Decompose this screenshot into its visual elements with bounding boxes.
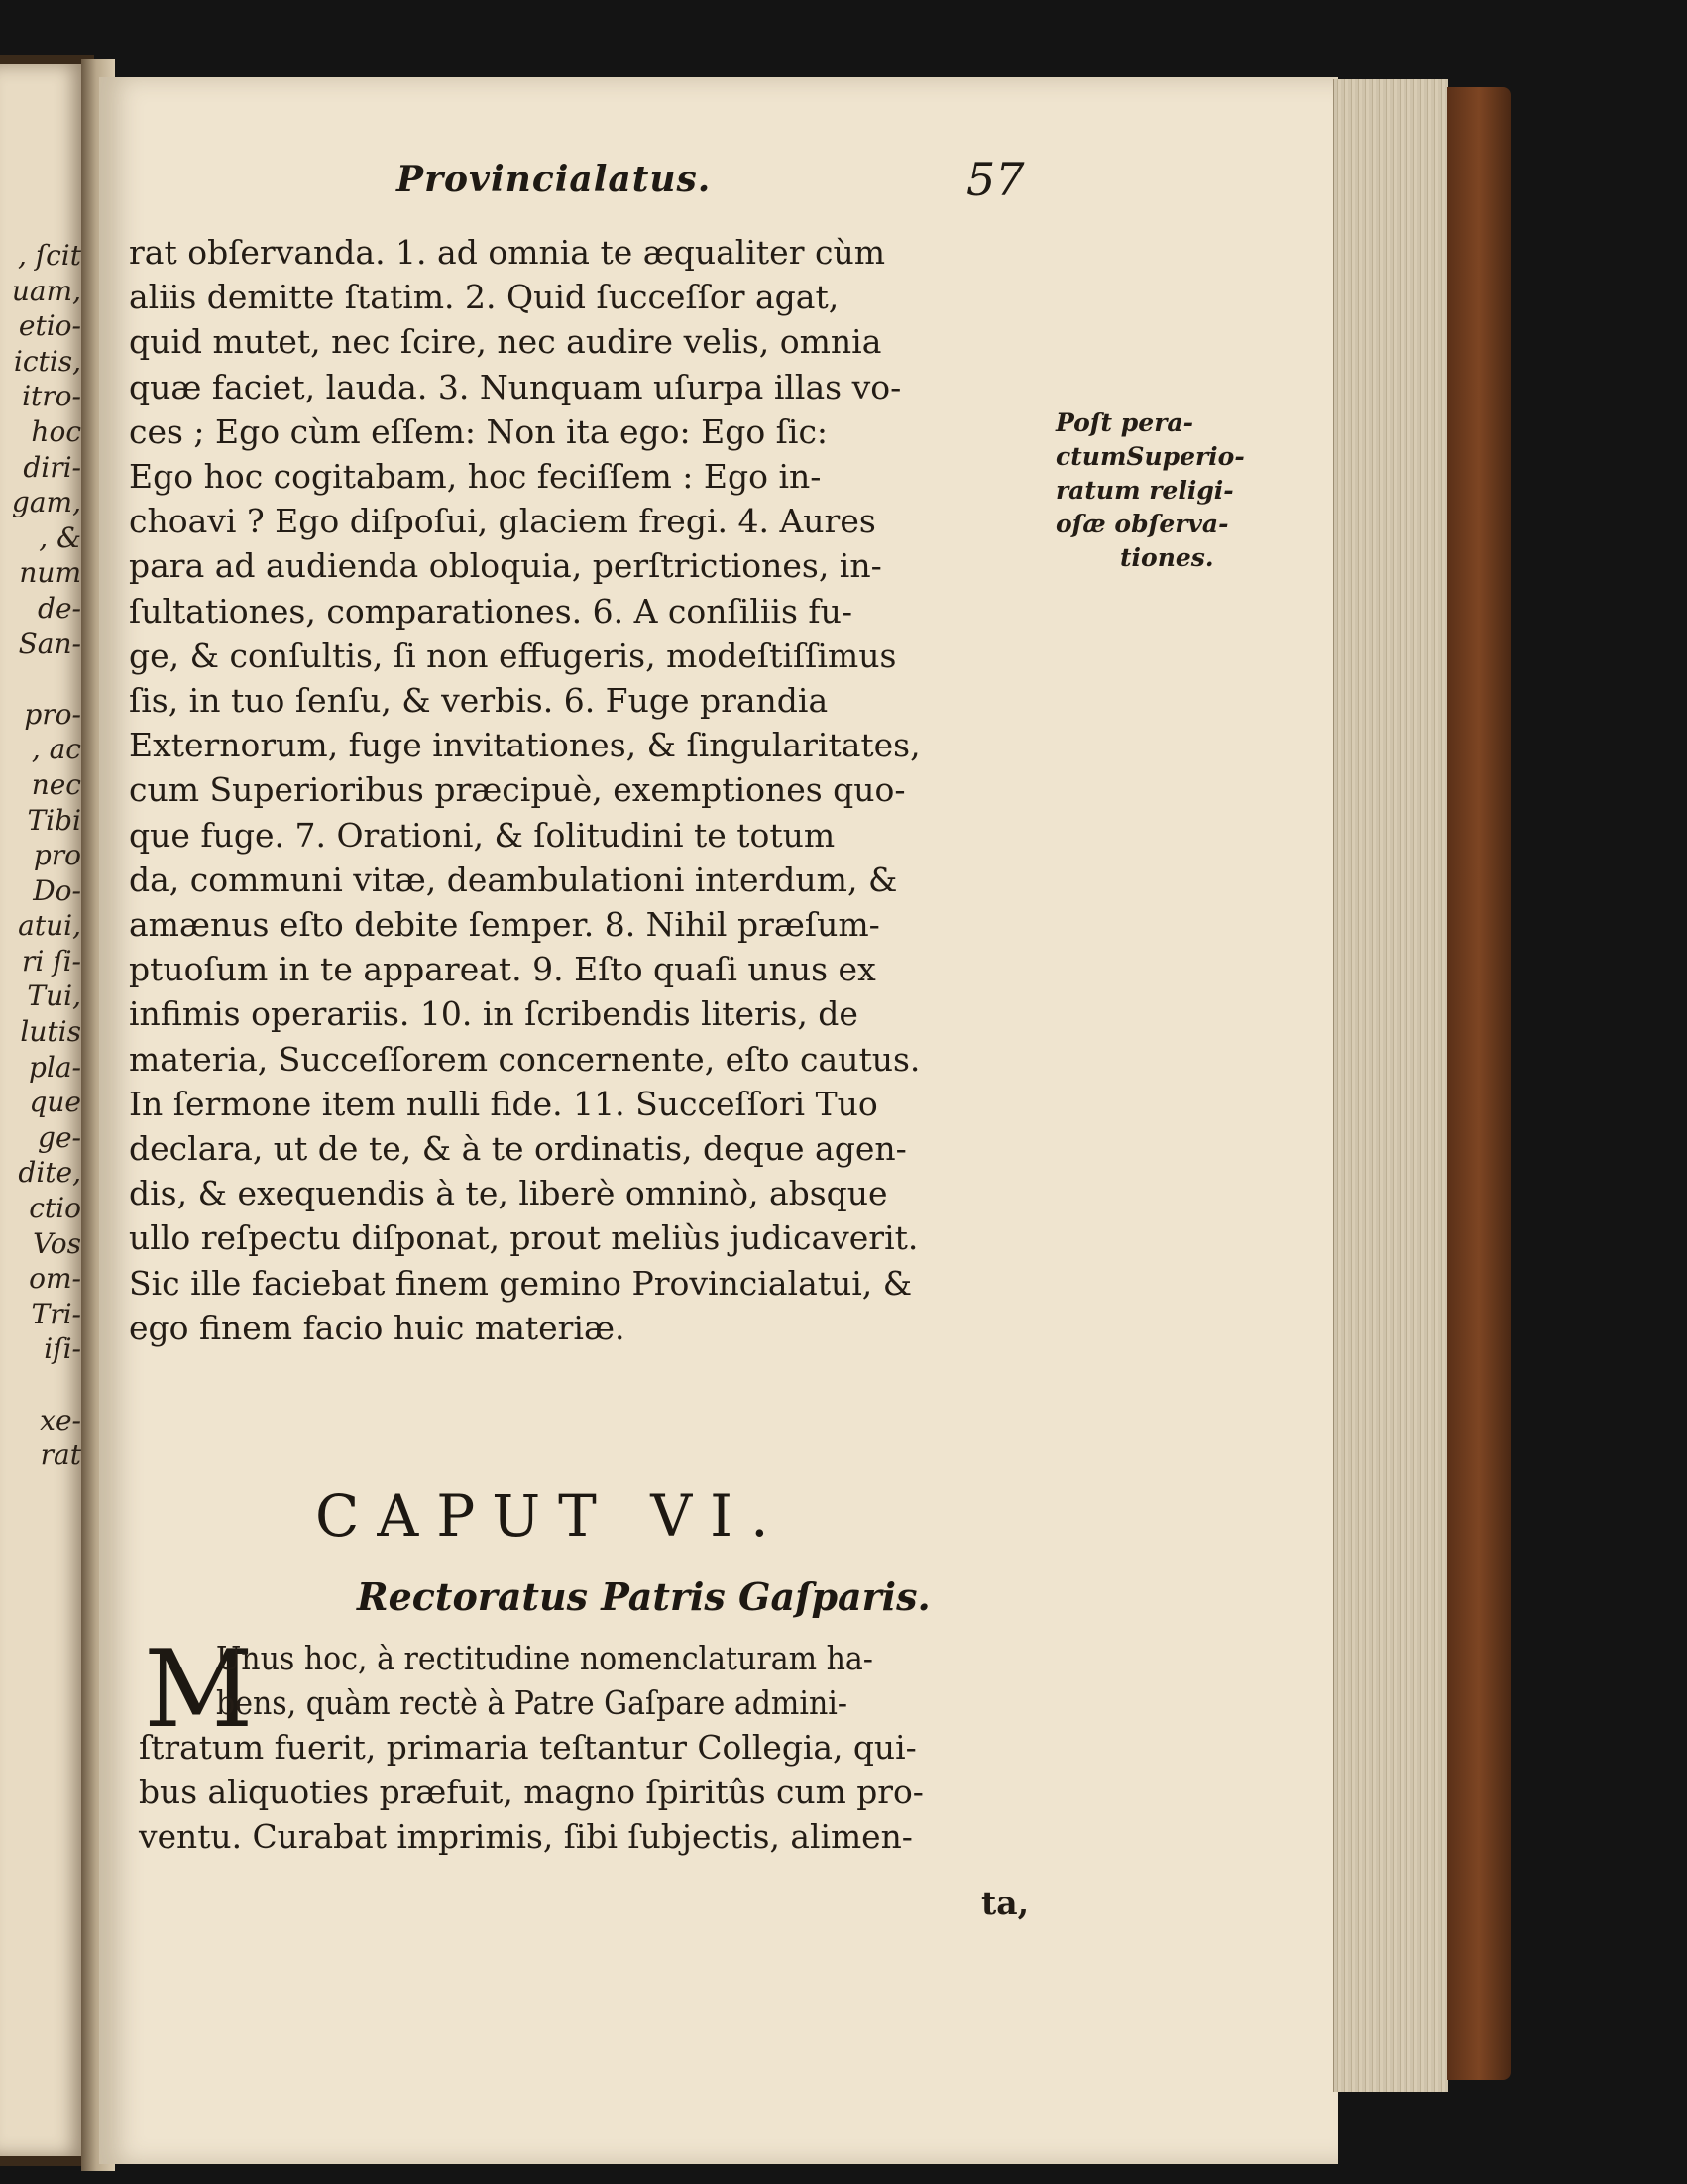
margin-note-line: oſæ obſerva-	[1056, 510, 1229, 538]
text-line: ge, & conſultis, ſi non effugeris, modeſtiſſimus	[129, 635, 897, 675]
previous-page-line: num	[19, 556, 81, 590]
previous-page-line: gam,	[11, 486, 81, 519]
chapter-text-line: bus aliquoties præfuit, magno ſpiritûs cum pro-	[139, 1773, 924, 1811]
previous-page-line: hoc	[31, 414, 81, 448]
previous-page-line: ri ſi-	[21, 944, 81, 977]
text-line: quæ faciet, lauda. 3. Nunquam uſurpa illas vo-	[129, 367, 902, 406]
chapter-title: Rectoratus Patris Gaſparis.	[357, 1574, 931, 1619]
page-number: 57	[966, 153, 1025, 206]
previous-page-line: , ſcit	[17, 239, 81, 272]
page-fore-edge	[1333, 79, 1448, 2092]
previous-page-line: de-	[38, 591, 81, 625]
previous-page-line: iſi-	[44, 1332, 81, 1366]
previous-page-line: dite,	[18, 1156, 81, 1190]
previous-page-line: ictis,	[13, 344, 81, 378]
text-line: ces ; Ego cùm eſſem: Non ita ego: Ego ſic:	[129, 411, 829, 451]
text-line: ſultationes, comparationes. 6. A conſiliis fu-	[129, 591, 852, 631]
text-line: materia, Succeſſorem concernente, eſto cautus.	[129, 1039, 921, 1079]
text-line: da, communi vitæ, deambulationi interdum, &	[129, 860, 898, 899]
previous-page-line: atui,	[18, 909, 81, 943]
text-line: ſis, in tuo ſenſu, & verbis. 6. Fuge prandia	[129, 681, 829, 720]
text-line: dis, & exequendis à te, liberè omninò, absque	[129, 1174, 888, 1213]
text-line: ptuoſum in te appareat. 9. Eſto quaſi unus ex	[129, 950, 876, 989]
text-line: Sic ille faciebat finem gemino Provincialatui, &	[129, 1263, 913, 1303]
catchword: ta,	[981, 1884, 1030, 1922]
text-line: ego finem facio huic materiæ.	[129, 1308, 625, 1347]
text-line: aliis demitte ſtatim. 2. Quid ſucceſſor agat,	[129, 278, 840, 317]
previous-page-line-ends	[12, 238, 81, 1473]
previous-page-line: itro-	[22, 380, 81, 413]
margin-note-line: Poſt pera-	[1056, 408, 1193, 437]
text-line: ullo reſpectu diſponat, prout meliùs judicaverit.	[129, 1218, 919, 1258]
previous-page-line: om-	[29, 1262, 81, 1296]
margin-note-line: ctumSuperio-	[1056, 442, 1245, 471]
text-line: rat obſervanda. 1. ad omnia te æqualiter cùm	[129, 233, 885, 272]
previous-page-line: , ac	[31, 733, 81, 766]
previous-page-line: Tui,	[27, 979, 81, 1013]
text-line: quid mutet, nec ſcire, nec audire velis, omnia	[129, 322, 882, 362]
text-line: declara, ut de te, & à te ordinatis, deque agen-	[129, 1129, 907, 1168]
text-line: infimis operariis. 10. in ſcribendis literis, de	[129, 994, 858, 1034]
text-line: Externorum, fuge invitationes, & ſingularitates,	[129, 726, 921, 765]
text-line: para ad audienda obloquia, perſtrictiones, in-	[129, 546, 882, 586]
chapter-text-line: ſtratum fuerit, primaria teſtantur Collegia, qui-	[139, 1728, 917, 1767]
book-cover-right	[1447, 87, 1511, 2080]
text-line: que fuge. 7. Orationi, & ſolitudini te totum	[129, 815, 836, 855]
previous-page-line: etio-	[18, 309, 81, 343]
margin-note	[1056, 406, 1245, 575]
text-line: Ego hoc cogitabam, hoc feciſſem : Ego in-	[129, 457, 822, 496]
previous-page-line: pro	[33, 839, 81, 872]
running-head-title: Provincialatus.	[396, 159, 712, 200]
previous-page-line: Tibi	[27, 803, 81, 837]
previous-page-line: diri-	[23, 450, 81, 484]
previous-page-line: San-	[18, 627, 81, 660]
previous-page-line: nec	[31, 767, 81, 801]
previous-page-line: que	[29, 1086, 81, 1119]
previous-page-line: , &	[39, 520, 81, 554]
previous-page-line: pla-	[28, 1050, 81, 1084]
previous-page-line: Vos	[33, 1226, 81, 1260]
previous-page-line: rat	[40, 1438, 81, 1472]
drop-cap: M	[144, 1628, 254, 1752]
text-line: amænus eſto debite ſemper. 8. Nihil præſum-	[129, 905, 880, 944]
previous-page-line	[12, 661, 81, 697]
chapter-text-line: bens, quàm rectè à Patre Gaſpare admini-	[216, 1683, 848, 1722]
previous-page-line: lutis	[20, 1015, 81, 1049]
margin-note-line: tiones.	[1120, 543, 1214, 572]
previous-page-line: ge-	[38, 1120, 81, 1154]
chapter-text-line: Unus hoc, à rectitudine nomenclaturam ha-	[216, 1639, 873, 1677]
previous-page-line: uam,	[11, 274, 81, 307]
text-line: cum Superioribus præcipuè, exemptiones quo-	[129, 770, 906, 810]
previous-page	[0, 64, 87, 2156]
previous-page-line: Tri-	[31, 1297, 81, 1330]
previous-page-line: pro-	[24, 697, 81, 731]
margin-note-line: ratum religi-	[1056, 476, 1234, 505]
text-line: In ſermone item nulli fide. 11. Succeſſori Tuo	[129, 1084, 878, 1123]
text-line: choavi ? Ego diſpoſui, glaciem fregi. 4. Aures	[129, 502, 876, 541]
previous-page-line: Do-	[33, 873, 81, 907]
previous-page-line: ctio	[29, 1192, 81, 1225]
previous-page-line: xe-	[40, 1403, 81, 1437]
previous-page-line	[12, 1367, 81, 1403]
chapter-heading: CAPUT VI.	[315, 1482, 787, 1550]
chapter-text-line: ventu. Curabat imprimis, ſibi ſubjectis, alimen-	[139, 1817, 913, 1856]
